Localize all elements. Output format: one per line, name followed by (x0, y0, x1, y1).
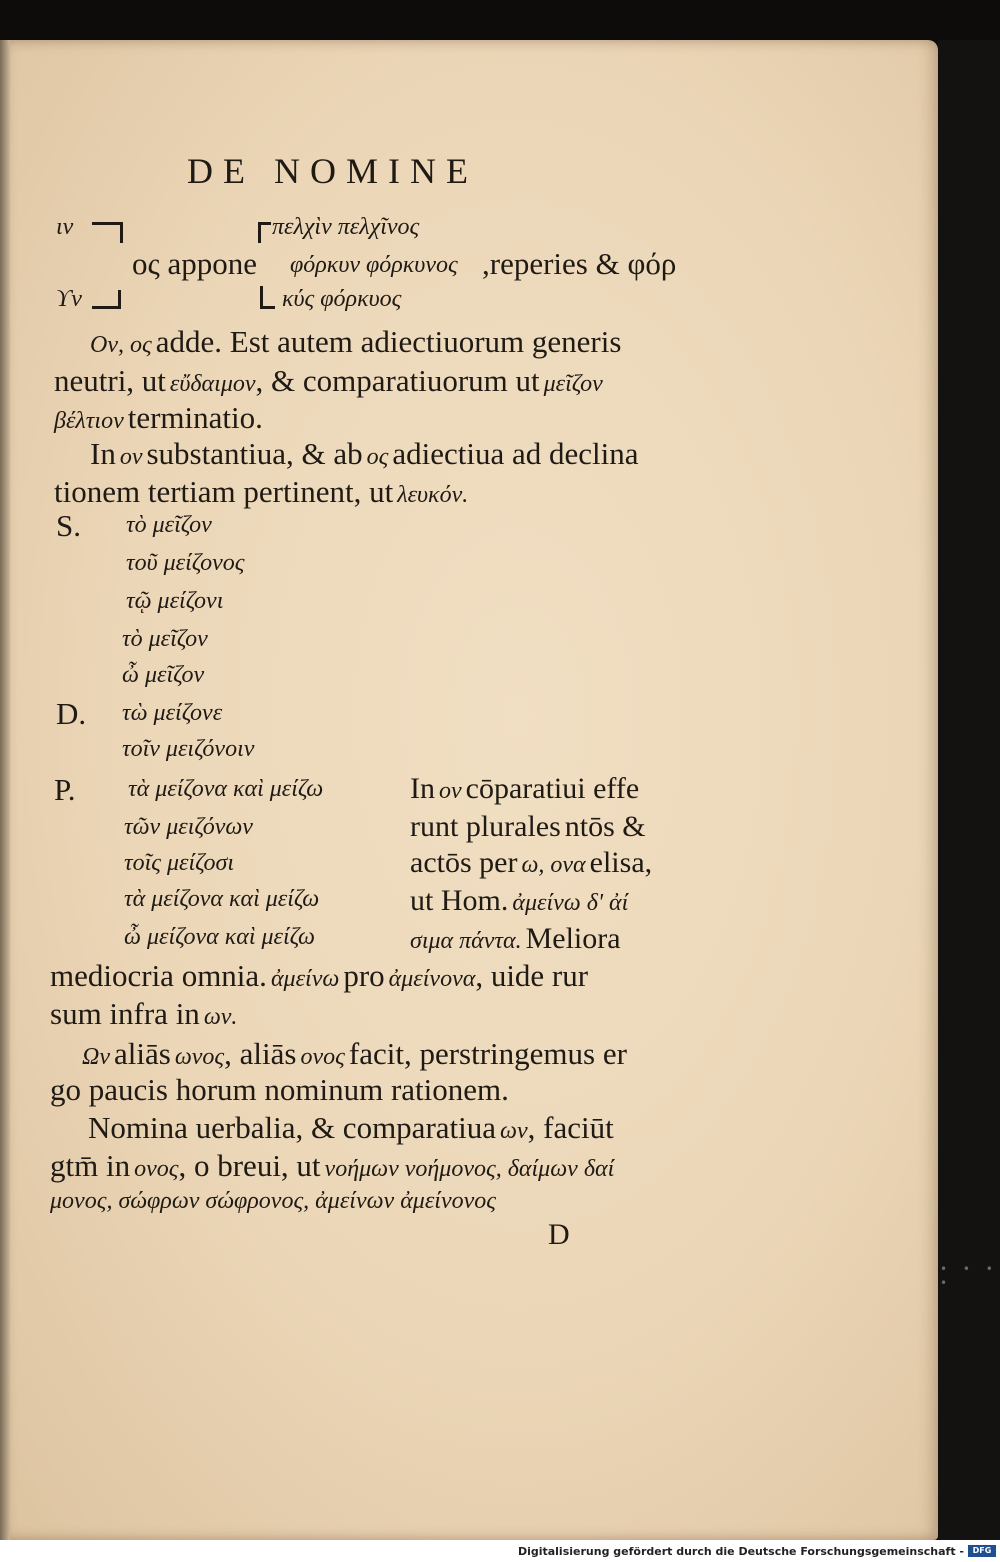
note-line3-b: elisa, (589, 846, 653, 879)
page-binding-edge (0, 40, 10, 1540)
plural-form: ὦ μείζονα καὶ μείζω (124, 924, 315, 950)
plural-form: τὰ μείζονα καὶ μείζω (124, 886, 320, 912)
para4-line1-greek: ων (500, 1118, 528, 1144)
para2-line1-greek1: ον (119, 444, 143, 470)
singular-form: τὸ μεῖζον (126, 512, 212, 538)
para4-line2-a: gtm̄ in (50, 1148, 131, 1183)
dual-form: τὼ μείζονε (122, 700, 223, 726)
para2-line1-c: adiectiua ad declina (392, 436, 639, 471)
after-line1-greek2: ἀμείνονα (388, 966, 476, 992)
plural-form: τὰ μείζονα καὶ μείζω (128, 776, 324, 802)
singular-form: ὦ μεῖζον (122, 662, 205, 688)
note-line1-b: cōparatiui effe (465, 772, 640, 805)
note-line5-greek: σιμα πάντα. (410, 928, 522, 954)
note-line2-a: runt plurales (410, 810, 561, 843)
para2-line2-greek: λευκόν. (397, 482, 469, 508)
after-line2-greek: ων. (203, 1004, 238, 1030)
footer-credit: Digitalisierung gefördert durch die Deutsche Forschungsgemeinschaft - (517, 1545, 964, 1558)
para4-line3-greek: μονος, σώφρων σώφρονος, ἀμείνων ἀμείνονος (50, 1188, 497, 1214)
after-line1-b: pro (343, 958, 385, 993)
running-head: DE NOMINE (187, 151, 478, 191)
para1-line2-b: , & comparatiuorum ut (255, 363, 540, 398)
after-line1-greek1: ἀμείνω (270, 966, 340, 992)
para1-line2-greek2: μεῖζον (543, 371, 603, 397)
singular-form: τοῦ μείζονος (126, 550, 245, 576)
para3-greek3: ονος (300, 1044, 345, 1070)
para1-line2-greek1: εὔδαιμον (169, 371, 256, 397)
note-line4-a: ut Hom. (410, 884, 509, 917)
latin-reperies: ,reperies & φόρ (482, 246, 677, 281)
scan-edge-marks: • • • • (940, 1262, 999, 1290)
note-line4-greek: ἀμείνω δ' ἀί (512, 890, 629, 916)
signature-mark: D (548, 1218, 570, 1251)
plural-label: P. (54, 772, 76, 807)
para3-greek1: Ων (82, 1044, 111, 1070)
para3-greek2: ωνος (174, 1044, 225, 1070)
para1-line3-greek: βέλτιον (54, 408, 124, 434)
dual-label: D. (56, 696, 87, 731)
para4-line1-a: Nomina uerbalia, & comparatiua (88, 1110, 497, 1145)
greek-form-bottom: κύς φόρκυος (282, 286, 402, 312)
note-line2-b: ntōs & (564, 810, 646, 843)
ending-label-bottom: ϒν (56, 286, 82, 312)
para1-line2-a: neutri, ut (54, 363, 166, 398)
note-line3-a: actōs per (410, 846, 518, 879)
plural-form: τοῖς μείζοσι (124, 850, 235, 876)
para4-line2-greek1: ονος (134, 1156, 179, 1182)
ending-label-top: ιν (56, 214, 74, 240)
right-brace-top (258, 222, 271, 243)
ending-mid-label: ος appone (132, 246, 258, 281)
note-line1-greek: ον (439, 778, 462, 804)
left-brace-top (92, 222, 123, 243)
singular-form: τὸ μεῖζον (122, 626, 208, 652)
note-line3-greek: ω, ονα (521, 852, 586, 878)
para2-line1-a: In (90, 436, 116, 471)
para3-b: , aliās (224, 1036, 297, 1071)
para4-line1-b: , faciūt (527, 1110, 614, 1145)
para2-line1-greek2: ος (366, 444, 389, 470)
para4-line2-b: , o breui, ut (178, 1148, 321, 1183)
para2-line1-b: substantiua, & ab (146, 436, 363, 471)
after-line2-a: sum infra in (50, 996, 200, 1031)
para1-greek: Ον, ος (90, 332, 152, 358)
after-line1-a: mediocria omnia. (50, 958, 267, 993)
para2-line2: tionem tertiam pertinent, ut (54, 474, 394, 509)
dfg-logo: DFG (968, 1545, 996, 1557)
note-line5-b: Meliora (525, 922, 621, 955)
para3-line2: go paucis horum nominum rationem. (50, 1072, 509, 1107)
right-brace-bottom (260, 286, 275, 309)
greek-form-mid: φόρκυν φόρκυνος (290, 252, 458, 278)
para1-line1: adde. Est autem adiectiuorum generis (155, 324, 622, 359)
plural-form: τῶν μειζόνων (124, 814, 253, 840)
singular-form: τῷ μείζονι (126, 588, 224, 614)
dual-form: τοῖν μειζόνοιν (122, 736, 255, 762)
singular-label: S. (56, 508, 81, 543)
para3-a: aliās (114, 1036, 171, 1071)
note-line1-a: In (410, 772, 435, 805)
left-brace-bottom (92, 290, 121, 309)
para4-line2-greek2: νοήμων νοήμονος, δαίμων δαί (324, 1156, 615, 1182)
greek-form-top: πελχὶν πελχῖνος (272, 214, 420, 240)
scan-background-right (938, 40, 1000, 1540)
after-line1-c: , uide rur (475, 958, 589, 993)
para1-line3: terminatio. (127, 400, 263, 435)
para3-c: facit, perstringemus er (348, 1036, 627, 1071)
